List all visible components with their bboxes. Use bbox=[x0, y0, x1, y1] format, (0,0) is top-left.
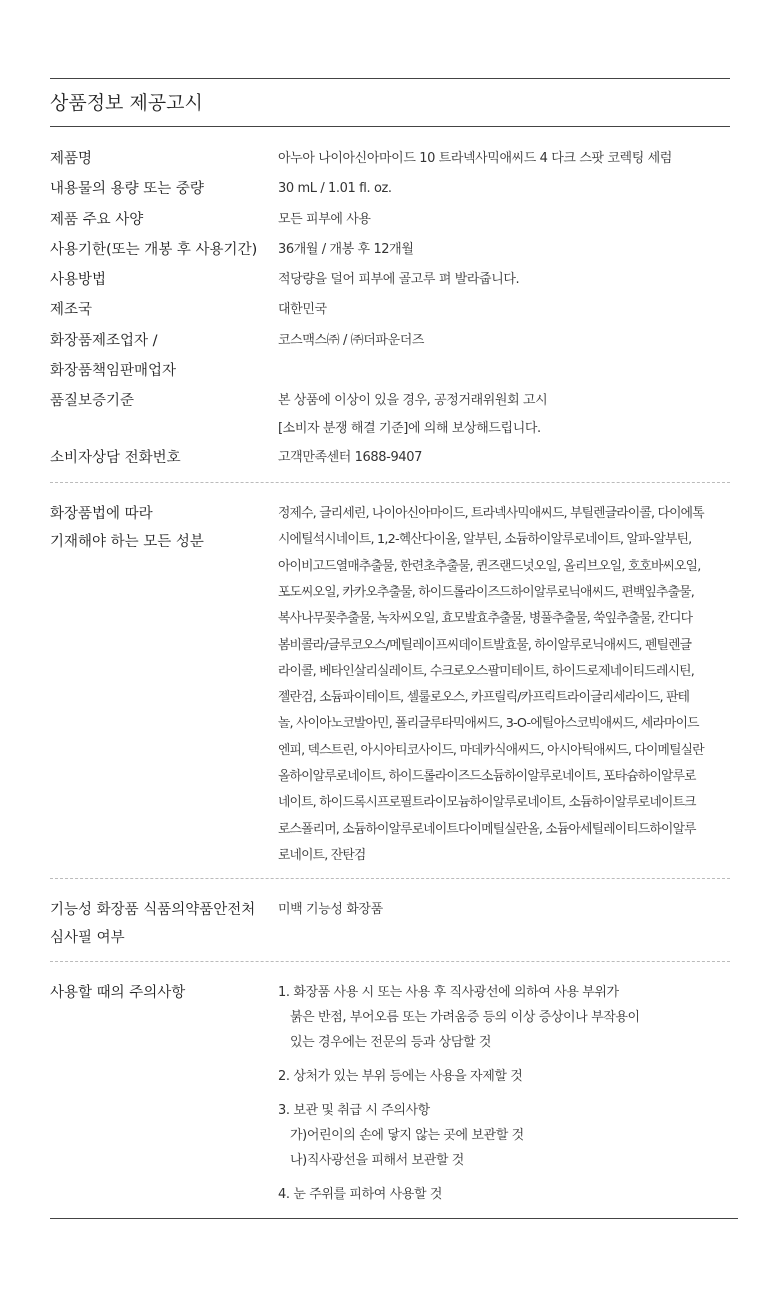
caution-line: 4. 눈 주위를 피하여 사용할 것 bbox=[278, 1187, 443, 1203]
ingredients-line: 엔피, 덱스트린, 아시아티코사이드, 마데카식애씨드, 아시아틱애씨드, 다이메틸실란 bbox=[278, 742, 704, 758]
ingredients-line: 네이트, 하이드록시프로필트라이모늄하이알루로네이트, 소듐하이알루로네이트크 bbox=[278, 795, 696, 811]
info-value: 모든 피부에 사용 bbox=[278, 211, 371, 227]
cautions-section bbox=[50, 961, 730, 1216]
ingredients-list bbox=[278, 500, 730, 869]
info-row-quality bbox=[50, 386, 730, 443]
ingredients-line: 올하이알루로네이트, 하이드롤라이즈드소듐하이알루로네이트, 포타슘하이알루로 bbox=[278, 769, 696, 785]
caution-line: 가)어린이의 손에 닿지 않는 곳에 보관할 것 bbox=[290, 1128, 524, 1144]
caution-item bbox=[278, 1098, 730, 1173]
functional-section bbox=[50, 878, 730, 961]
ingredients-line: 라이콜, 베타인살리실레이트, 수크로오스팔미테이트, 하이드로제네이티드레시틴, bbox=[278, 663, 694, 679]
caution-line: 있는 경우에는 전문의 등과 상담할 것 bbox=[290, 1035, 492, 1051]
ingredients-line: 로스폴리머, 소듐하이알루로네이트다이메틸실란올, 소듐아세틸레이티드하이알루 bbox=[278, 821, 696, 837]
functional-row bbox=[50, 896, 730, 952]
info-label: 내용물의 용량 또는 중량 bbox=[50, 181, 204, 198]
ingredients-line: 놀, 사이아노코발아민, 폴리글루타믹애씨드, 3-O-에틸아스코빅애씨드, 세라마이드 bbox=[278, 716, 699, 732]
page-title: 상품정보 제공고시 bbox=[50, 79, 730, 127]
info-value: 아누아 나이아신아마이드 10 트라넥사믹애씨드 4 다크 스팟 코렉팅 세럼 bbox=[278, 151, 672, 166]
info-row-usage bbox=[50, 265, 730, 295]
info-row-manufacturer bbox=[50, 326, 730, 386]
product-info-notice bbox=[50, 78, 730, 1216]
caution-line: 나)직사광선을 피해서 보관할 것 bbox=[290, 1153, 464, 1169]
info-row-expiry bbox=[50, 235, 730, 265]
info-value: 고객만족센터 1688-9407 bbox=[278, 449, 422, 465]
info-value: 대한민국 bbox=[278, 302, 327, 318]
ingredients-line: 아이비고드열매추출물, 한련초추출물, 퀸즈랜드넛오일, 올리브오일, 호호바씨오일, bbox=[278, 558, 701, 574]
basic-info-section bbox=[50, 127, 730, 482]
caution-line: 붉은 반점, 부어오름 또는 가려움증 등의 이상 증상이나 부작용이 bbox=[290, 1010, 640, 1026]
info-row-product-name bbox=[50, 144, 730, 174]
bottom-divider bbox=[50, 1218, 738, 1219]
ingredients-line: 포도씨오일, 카카오추출물, 하이드롤라이즈드하이알루로닉애씨드, 편백잎추출물, bbox=[278, 584, 694, 600]
ingredients-line: 로네이트, 잔탄검 bbox=[278, 847, 366, 863]
info-label: 품질보증기준 bbox=[50, 392, 135, 409]
ingredients-line: 정제수, 글리세린, 나이아신아마이드, 트라넥사믹애씨드, 부틸렌글라이콜, 다이에톡 bbox=[278, 506, 704, 522]
ingredients-row bbox=[50, 500, 730, 869]
info-value: 코스맥스㈜ / ㈜더파운더즈 bbox=[278, 332, 425, 348]
info-row-spec bbox=[50, 205, 730, 235]
info-value: 36개월 / 개봉 후 12개월 bbox=[278, 241, 414, 257]
caution-line: 1. 화장품 사용 시 또는 사용 후 직사광선에 의하여 사용 부위가 bbox=[278, 985, 619, 1001]
info-row-volume bbox=[50, 174, 730, 204]
caution-line: 2. 상처가 있는 부위 등에는 사용을 자제할 것 bbox=[278, 1069, 523, 1085]
info-label: 제품 주요 사양 bbox=[50, 211, 144, 228]
info-label: 제조국 bbox=[50, 302, 93, 319]
functional-value: 미백 기능성 화장품 bbox=[278, 902, 383, 918]
info-label: 제품명 bbox=[50, 151, 93, 167]
info-label: 화장품제조업자 / 화장품책임판매업자 bbox=[50, 332, 177, 379]
functional-label: 기능성 화장품 식품의약품안전처 심사필 여부 bbox=[50, 902, 256, 947]
cautions-label: 사용할 때의 주의사항 bbox=[50, 985, 186, 1002]
info-label: 소비자상담 전화번호 bbox=[50, 449, 181, 466]
caution-line: 3. 보관 및 취급 시 주의사항 bbox=[278, 1103, 430, 1119]
caution-item bbox=[278, 1064, 730, 1089]
info-row-phone bbox=[50, 443, 730, 473]
ingredients-line: 젤란검, 소듐파이테이트, 셀룰로오스, 카프릴릭/카프릭트라이글리세라이드, 판테 bbox=[278, 690, 690, 706]
ingredients-line: 봄비콜라/글루코오스/메틸레이프씨데이트발효물, 하이알루로닉애씨드, 펜틸렌글 bbox=[278, 637, 692, 653]
ingredients-section bbox=[50, 482, 730, 878]
ingredients-label: 화장품법에 따라 기재해야 하는 모든 성분 bbox=[50, 506, 204, 551]
info-row-country bbox=[50, 295, 730, 325]
ingredients-line: 복사나무꽃추출물, 녹차씨오일, 효모발효추출물, 병풀추출물, 쑥잎추출물, 칸디다 bbox=[278, 611, 693, 627]
info-label: 사용방법 bbox=[50, 272, 107, 289]
info-value: 본 상품에 이상이 있을 경우, 공정거래위원회 고시 [소비자 분쟁 해결 기준]에 의해 보상해드립니다. bbox=[278, 392, 548, 436]
info-value: 적당량을 덜어 피부에 골고루 펴 발라줍니다. bbox=[278, 272, 520, 288]
caution-item bbox=[278, 1182, 730, 1207]
caution-item bbox=[278, 980, 730, 1055]
cautions-row bbox=[50, 979, 730, 1207]
cautions-list bbox=[278, 979, 730, 1207]
ingredients-line: 시에틸석시네이트, 1,2-헥산다이올, 알부틴, 소듐하이알루로네이트, 알파-알부틴, bbox=[278, 532, 692, 548]
info-value: 30 mL / 1.01 fl. oz. bbox=[278, 181, 392, 197]
info-label: 사용기한(또는 개봉 후 사용기간) bbox=[50, 241, 258, 258]
